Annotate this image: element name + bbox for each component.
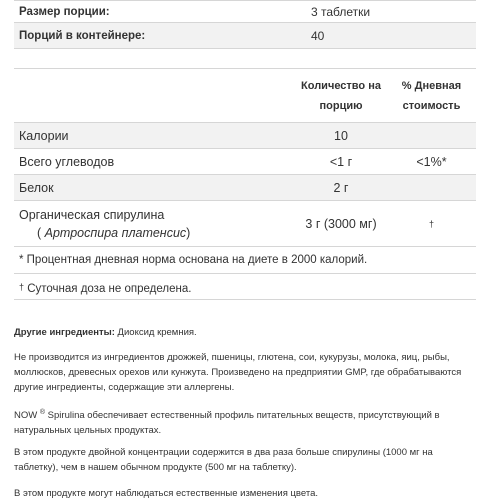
servings-per-container-value: 40 (311, 28, 325, 43)
nutrient-amount: <1 г (329, 154, 353, 169)
spirulina-latin-line (19, 224, 295, 242)
other-ingredients-label: Другие ингредиенты: (14, 327, 115, 338)
serving-size-row (14, 1, 476, 23)
nutrient-amount: 10 (334, 128, 348, 143)
header-amount-per-serving: Количество на порцию (301, 79, 381, 112)
spirulina-latin-name: Артроспира платенсис (41, 225, 187, 240)
servings-per-container-row (14, 23, 476, 49)
nutrient-name: Калории (19, 128, 69, 143)
serving-size-label: Размер порции: (19, 5, 110, 18)
allergen-statement: Не производится из ингредиентов дрожжей, пшеницы, глютена, сои, кукурузы, молока, яиц, рыбы, моллюсков, древесных орехов или кунжута. Произведено на предприятии GMP, где обрабатываются другие ингредиенты, содержащие эти аллергены. (14, 352, 462, 393)
serving-size-value: 3 таблетки (311, 4, 371, 19)
spirulina-name-cell (14, 206, 295, 242)
other-ingredients-text: Диоксид кремния. (114, 327, 197, 338)
nutrient-name: Белок (19, 180, 54, 195)
footnote-not-established (14, 274, 476, 300)
supplement-facts-table (14, 0, 476, 300)
footnote-not-established-text: Суточная доза не определена. (24, 283, 192, 295)
section-spacer (14, 49, 476, 69)
nutrient-row-carbohydrates (14, 149, 476, 175)
other-ingredients (14, 325, 474, 340)
nutrient-row-spirulina (14, 201, 476, 247)
paren-open: ( (37, 225, 42, 240)
column-header-row (14, 69, 476, 123)
footnote-daily-value: * Процентная дневная норма основана на диете в 2000 калорий. (14, 247, 476, 274)
nutrient-row-protein (14, 175, 476, 201)
color-change-note: В этом продукте могут наблюдаться естественные изменения цвета. (14, 488, 319, 499)
header-daily-value: % Дневная стоимость (401, 79, 462, 112)
dagger-symbol: † (19, 282, 25, 292)
now-spirulina-description (14, 405, 474, 438)
concentration-note: В этом продукте двойной концентрации содержится в два раза больше спирулины (1000 мг на таблетку), чем в нашем обычном продукте (500 мг на таблетку). (14, 447, 433, 473)
spirulina-name: Органическая спирулина (19, 207, 165, 222)
registered-mark: ® (39, 409, 46, 416)
spirulina-dv: † (428, 218, 434, 229)
paren-close: ) (186, 225, 191, 240)
servings-per-container-label: Порций в контейнере: (19, 29, 146, 42)
nutrient-row-calories (14, 123, 476, 149)
brand-name: NOW (14, 410, 38, 421)
nutrient-name: Всего углеводов (19, 154, 115, 169)
nutrient-dv: <1%* (416, 154, 447, 169)
now-spirulina-text: Spirulina обеспечивает естественный профиль питательных веществ, присутствующий в натуральных цельных продуктах. (14, 410, 440, 436)
nutrient-amount: 2 г (333, 180, 349, 195)
spirulina-amount: 3 г (3000 мг) (305, 216, 377, 231)
